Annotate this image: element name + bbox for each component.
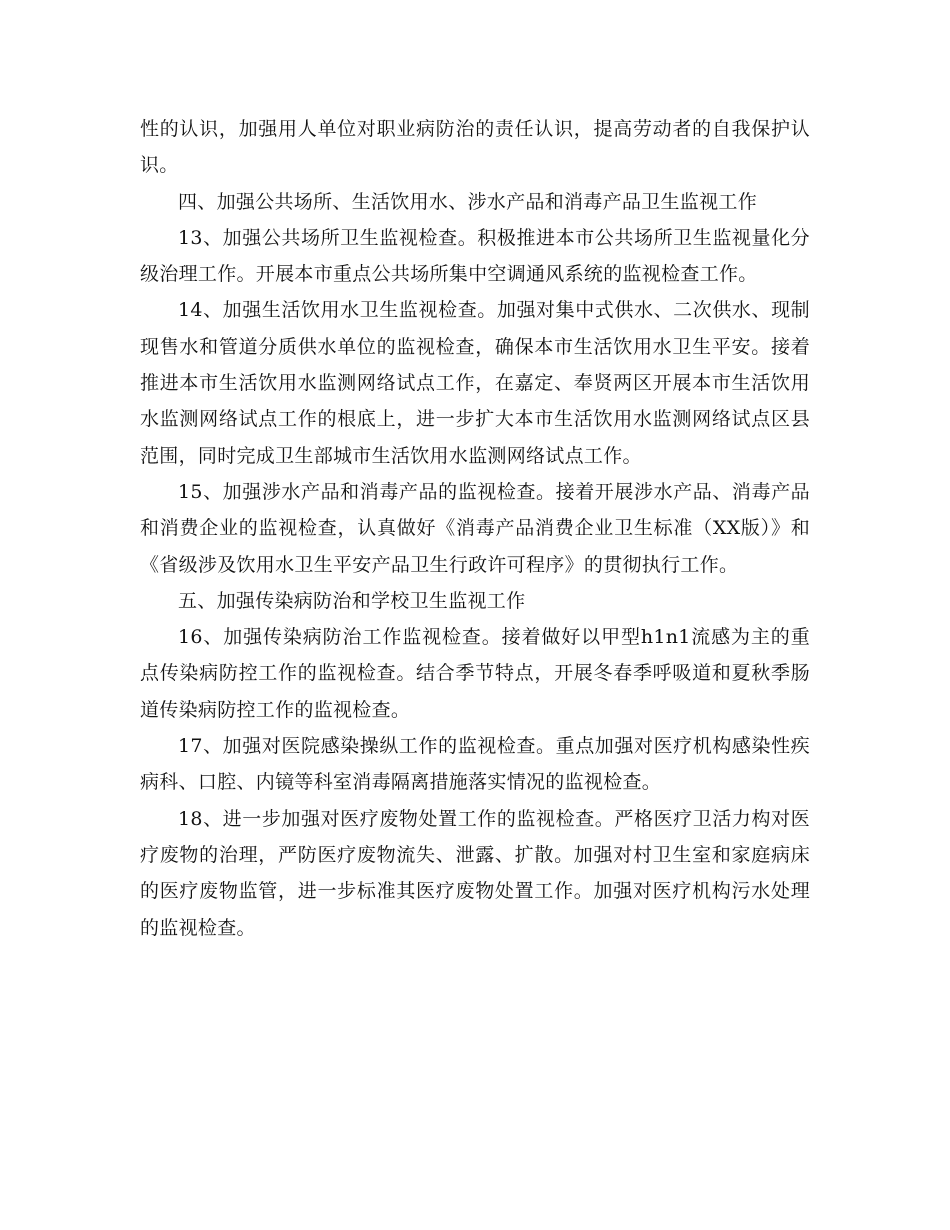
section-heading-five: 五、加强传染病防治和学校卫生监视工作 <box>178 589 526 612</box>
paragraph-item-18: 18、进一步加强对医疗废物处置工作的监视检查。严格医疗卫活力构对医疗废物的治理，严防医疗废物流失、泄露、扩散。加强对村卫生室和家庭病床的医疗废物监管，进一步标准其医疗废物处置工作。加强对医疗机构污水处理的监视检查。 <box>140 807 810 939</box>
paragraph-item-15: 15、加强涉水产品和消毒产品的监视检查。接着开展涉水产品、消毒产品和消费企业的监视检查，认真做好《消毒产品消费企业卫生标准（XX版）》和《省级涉及饮用水卫生平安产品卫生行政许可程序》的贯彻执行工作。 <box>140 480 810 576</box>
paragraph-item-16: 16、加强传染病防治工作监视检查。接着做好以甲型h1n1流感为主的重点传染病防控工作的监视检查。结合季节特点，开展冬春季呼吸道和夏秋季肠道传染病防控工作的监视检查。 <box>140 626 810 721</box>
paragraph-item-17: 17、加强对医院感染操纵工作的监视检查。重点加强对医疗机构感染性疾病科、口腔、内镜等科室消毒隔离措施落实情况的监视检查。 <box>140 735 810 794</box>
paragraph-item-13: 13、加强公共场所卫生监视检查。积极推进本市公共场所卫生监视量化分级治理工作。开展本市重点公共场所集中空调通风系统的监视检查工作。 <box>140 226 810 286</box>
section-heading-four: 四、加强公共场所、生活饮用水、涉水产品和消毒产品卫生监视工作 <box>178 190 758 213</box>
paragraph-item-14: 14、加强生活饮用水卫生监视检查。加强对集中式供水、二次供水、现制现售水和管道分质供水单位的监视检查，确保本市生活饮用水卫生平安。接着推进本市生活饮用水监测网络试点工作，在嘉定、奉贤两区开展本市生活饮用水监测网络试点工作的根底上，进一步扩大本市生活饮用水监测网络试点区县范围，同时完成卫生部城市生活饮用水监测网络试点工作。 <box>140 299 810 467</box>
paragraph-continuation: 性的认识，加强用人单位对职业病防治的责任认识，提高劳动者的自我保护认识。 <box>140 118 810 177</box>
document-body <box>140 111 810 946</box>
